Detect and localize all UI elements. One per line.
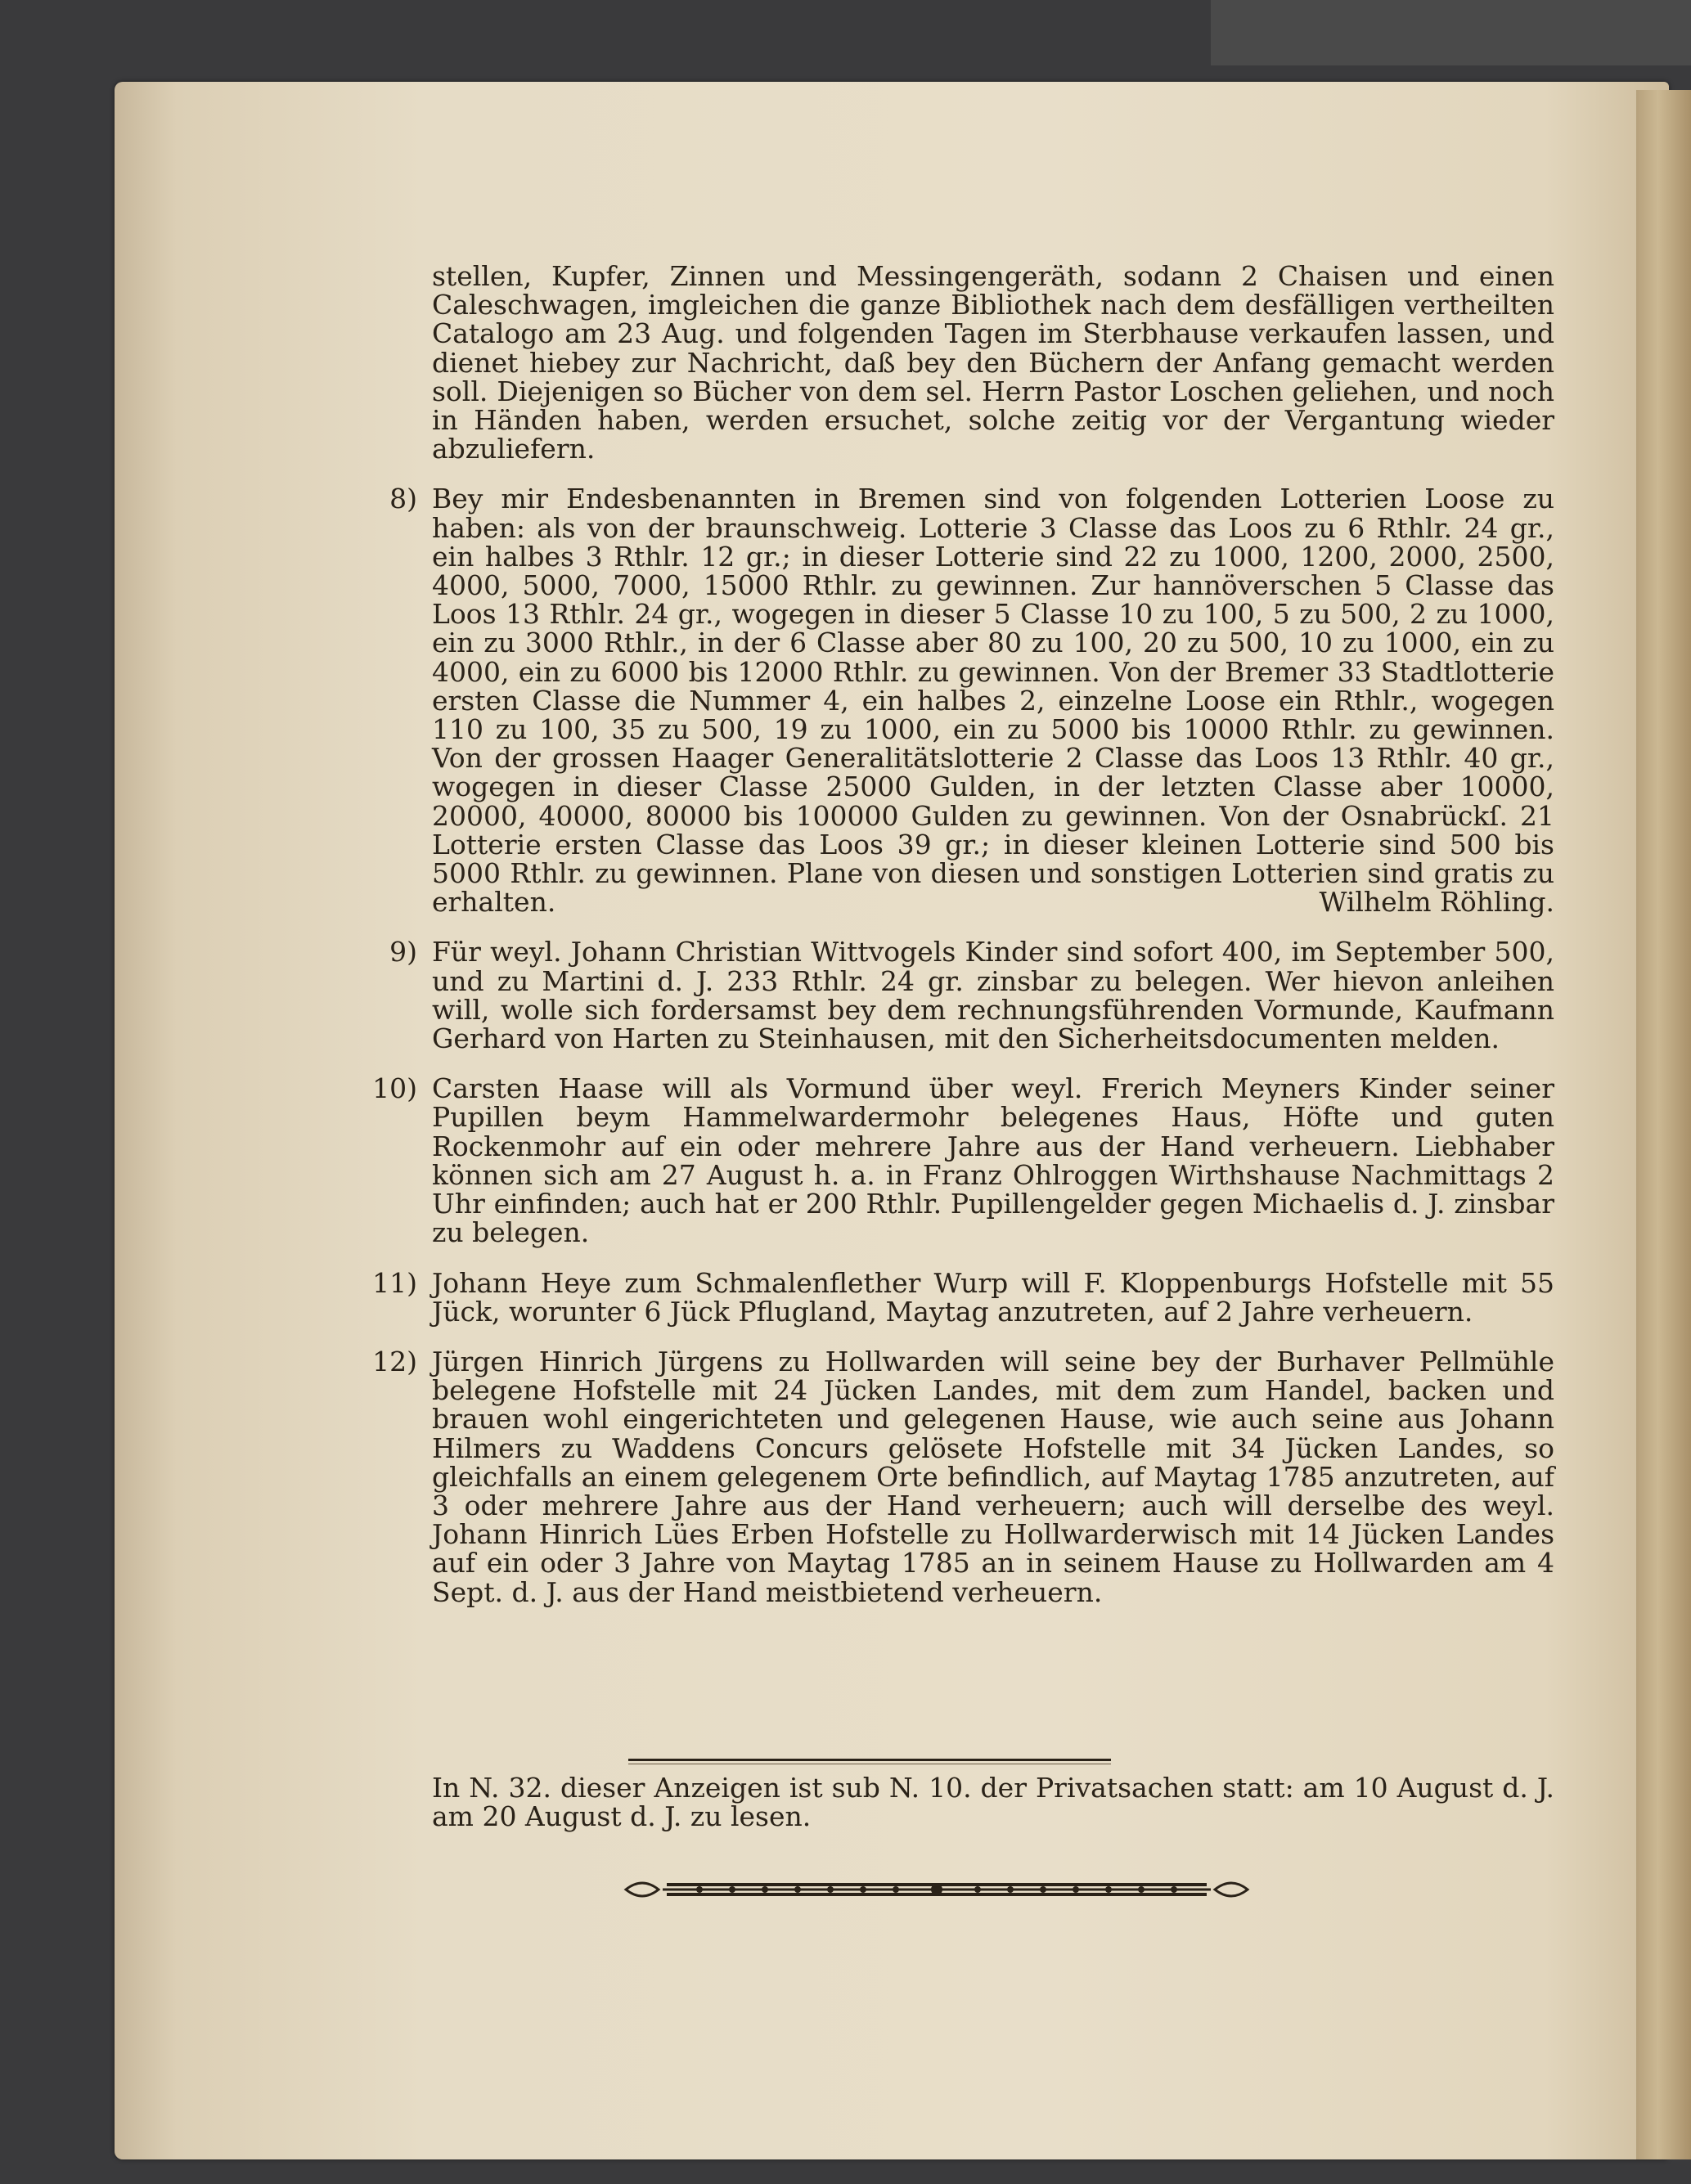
notice-number: 11) xyxy=(372,1266,417,1299)
ornament-icon xyxy=(618,1873,1256,1906)
page-edge xyxy=(1636,90,1691,2159)
notice-9 xyxy=(389,936,1554,1055)
notice-number: 12) xyxy=(372,1345,417,1377)
notice-number: 9) xyxy=(389,936,417,968)
notice-8 xyxy=(389,483,1554,919)
continuation-text: stellen, Kupfer, Zinnen und Messingengeräth, sodann 2 Chaisen und einen Caleschwagen, imgleichen die ganze Bibliothek nach dem desfälligen vertheilten Catalogo am 23 Aug. und folgenden Tagen im Sterbhause verkaufen lassen, und dienet hiebey zur Nachricht, daß bey den Büchern der Anfang gemacht werden soll. Diejenigen so Bücher von dem sel. Herrn Pastor Loschen geliehen, und noch in Händen haben, werden ersuchet, solche zeitig vor der Vergantung wieder abzuliefern. xyxy=(432,260,1554,465)
continuation-paragraph xyxy=(432,262,1554,463)
section-divider xyxy=(628,1759,1111,1761)
notice-text: Jürgen Hinrich Jürgens zu Hollwarden will seine bey der Burhaver Pellmühle belegene Hofstelle mit 24 Jücken Landes, mit dem zum Handel, backen und brauen wohl eingerichteten und gelegenen Hause, wie auch seine aus Johann Hilmers zu Waddens Concurs gelösete Hofstelle mit 34 Jücken Landes, so gleichfalls an einem gelegenem Orte befindlich, auf Maytag 1785 anzutreten, auf 3 oder mehrere Jahre aus der Hand verheuern; auch will derselbe des weyl. Johann Hinrich Lües Erben Hofstelle zu Hollwarderwisch mit 14 Jücken Landes auf ein oder 3 Jahre von Maytag 1785 an in seinem Hause zu Hollwarden am 4 Sept. d. J. aus der Hand meistbietend verheuern. xyxy=(432,1345,1554,1608)
notice-number: 8) xyxy=(389,483,417,515)
notice-text: Johann Heye zum Schmalenflether Wurp will F. Kloppenburgs Hofstelle mit 55 Jück, worunter 6 Jück Pflugland, Maytag anzutreten, auf 2 Jahre verheuern. xyxy=(432,1266,1554,1328)
correction-note: In N. 32. dieser Anzeigen ist sub N. 10. der Privatsachen statt: am 10 August d. J. am 20 August d. J. zu lesen. xyxy=(432,1772,1554,1833)
notice-10 xyxy=(372,1072,1554,1249)
notice-number: 10) xyxy=(372,1072,417,1105)
signature: Wilhelm Röhling. xyxy=(1319,886,1554,919)
notice-text: Carsten Haase will als Vormund über weyl. Frerich Meyners Kinder seiner Pupillen beym Hammelwardermohr belegenes Haus, Höfte und guten Rockenmohr auf ein oder mehrere Jahre aus der Hand verheuern. Liebhaber können sich am 27 August h. a. in Franz Ohlroggen Wirthshause Nachmittags 2 Uhr einfinden; auch hat er 200 Rthlr. Pupillengelder gegen Michaelis d. J. zinsbar zu belegen. xyxy=(432,1072,1554,1249)
page-body xyxy=(372,260,1554,1628)
notice-text: Bey mir Endesbenannten in Bremen sind von folgenden Lotterien Loose zu haben: als von der braunschweig. Lotterie 3 Classe das Loos zu 6 Rthlr. 24 gr., ein halbes 3 Rthlr. 12 gr.; in dieser Lotterie sind 22 zu 1000, 1200, 2000, 2500, 4000, 5000, 7000, 15000 Rthlr. zu gewinnen. Zur hannöverschen 5 Classe das Loos 13 Rthlr. 24 gr., wogegen in dieser 5 Classe 10 zu 100, 5 zu 500, 2 zu 1000, ein zu 3000 Rthlr., in der 6 Classe aber 80 zu 100, 20 zu 500, 10 zu 1000, ein zu 4000, ein zu 6000 bis 12000 Rthlr. zu gewinnen. Von der Bremer 33 Stadtlotterie ersten Classe die Nummer 4, ein halbes 2, einzelne Loose ein Rthlr., wogegen 110 zu 100, 35 zu 500, 19 zu 1000, ein zu 5000 bis 10000 Rthlr. zu gewinnen. Von der grossen Haager Generalitätslotterie 2 Classe das Loos 13 Rthlr. 40 gr., wogegen in dieser Classe 25000 Gulden, in der letzten Classe aber 10000, 20000, 40000, 80000 bis 100000 Gulden zu gewinnen. Von der Osnabrückſ. 21 Lotterie ersten Classe das Loos 39 gr.; in dieser kleinen Lotterie sind 500 bis 5000 Rthlr. zu gewinnen. Plane von diesen und sonstigen Lotterien sind gratis zu erhalten. xyxy=(432,483,1554,919)
notice-11 xyxy=(372,1266,1554,1328)
notice-12 xyxy=(372,1345,1554,1608)
notice-text: Für weyl. Johann Christian Wittvogels Kinder sind sofort 400, im September 500, und zu Martini d. J. 233 Rthlr. 24 gr. zinsbar zu belegen. Wer hievon anleihen will, wolle sich fordersamst bey dem rechnungsführenden Vormunde, Kaufmann Gerhard von Harten zu Steinhausen, mit den Sicherheitsdocumenten melden. xyxy=(432,936,1554,1055)
background-corner xyxy=(1211,0,1691,65)
